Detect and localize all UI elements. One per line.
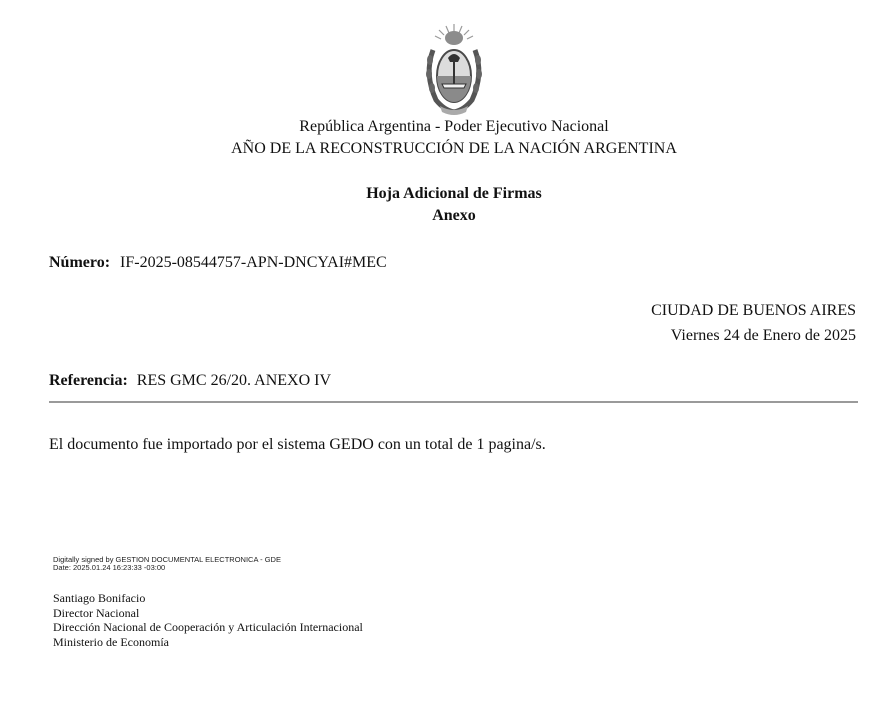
reference-label: Referencia:: [49, 372, 128, 389]
divider: [49, 401, 858, 403]
body-text: El documento fue importado por el sistema GEDO con un total de 1 pagina/s.: [49, 436, 546, 453]
digital-signature-stamp: [53, 556, 281, 572]
header-government-line: República Argentina - Poder Ejecutivo Nacional: [299, 118, 609, 135]
signer-block: [53, 591, 363, 649]
signer-ministry: Ministerio de Economía: [53, 634, 169, 649]
signer-name: Santiago Bonifacio: [53, 591, 146, 605]
document-subtitle: Anexo: [432, 207, 476, 224]
signer-unit: Dirección Nacional de Cooperación y Articulación Internacional: [53, 620, 363, 634]
reference-value: RES GMC 26/20. ANEXO IV: [136, 372, 332, 389]
reference: [49, 372, 331, 390]
document-date: Viernes 24 de Enero de 2025: [670, 327, 856, 344]
header-year-motto: AÑO DE LA RECONSTRUCCIÓN DE LA NACIÓN ARGENTINA: [231, 140, 677, 157]
digital-signature-date: Date: 2025.01.24 16:23:33 -03:00: [53, 563, 166, 572]
document-title: Hoja Adicional de Firmas: [366, 185, 542, 202]
digital-signature-signed-by: Digitally signed by GESTION DOCUMENTAL ELECTRONICA - GDE: [53, 555, 281, 564]
signer-position: Director Nacional: [53, 605, 140, 620]
coat-of-arms-seal-icon: [420, 22, 488, 118]
document-number-label: Número:: [49, 254, 111, 271]
place: CIUDAD DE BUENOS AIRES: [651, 302, 856, 319]
document-number-value: IF-2025-08544757-APN-DNCYAI#MEC: [120, 254, 387, 271]
document-number: [49, 254, 387, 272]
